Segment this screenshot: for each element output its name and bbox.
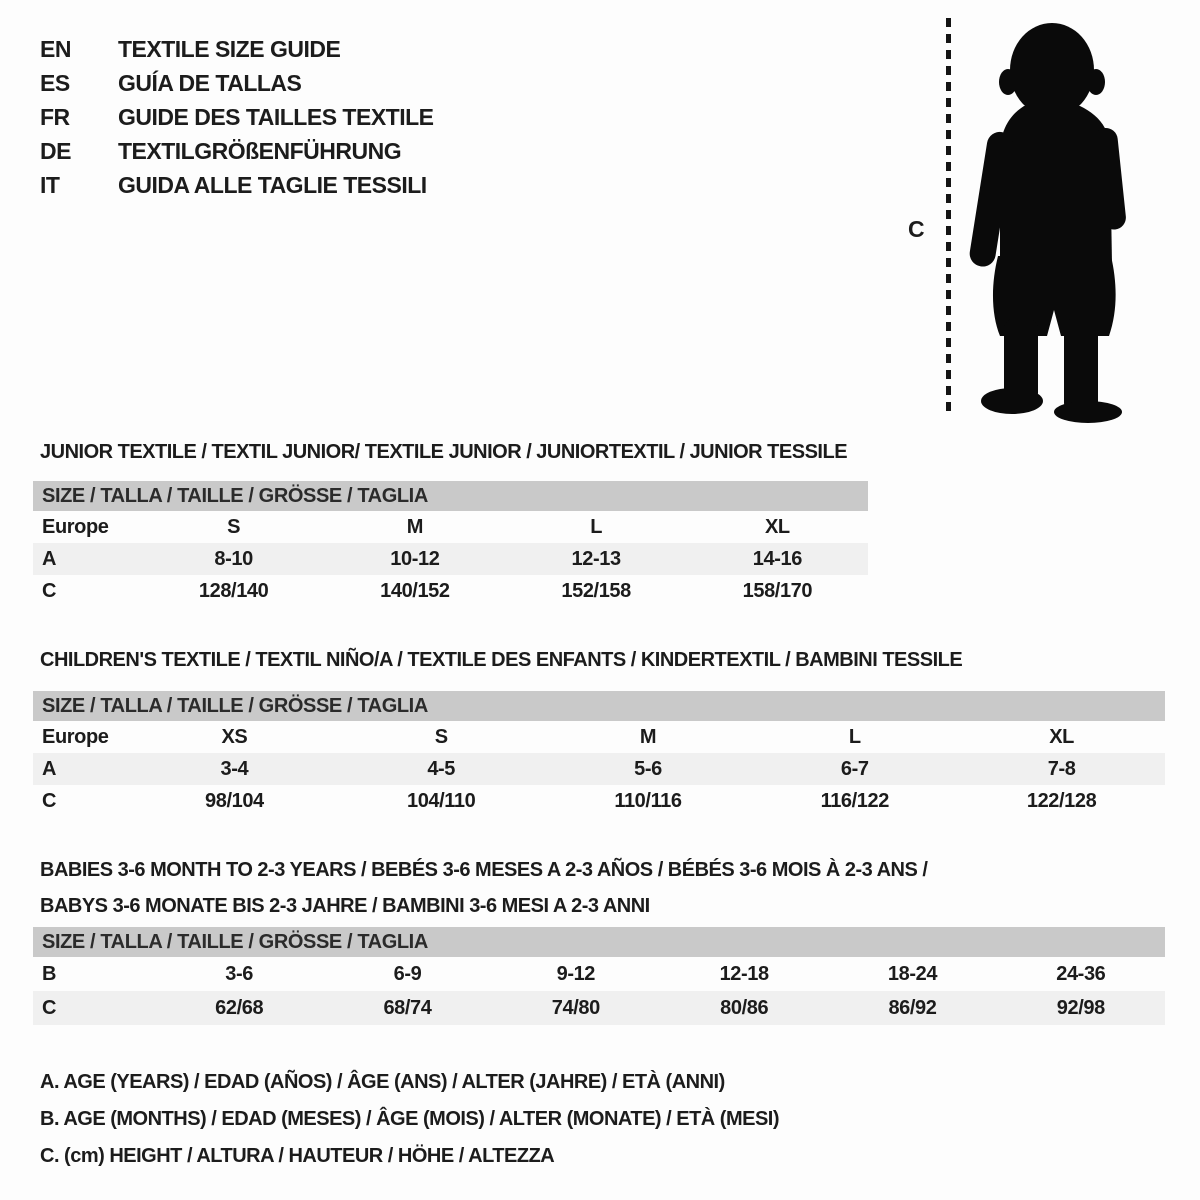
table-row-height bbox=[33, 575, 868, 607]
babies-title-line2: BABYS 3-6 MONATE BIS 2-3 JAHRE / BAMBINI 3-6 MESI A 2-3 ANNI bbox=[40, 895, 650, 917]
table-cell: M bbox=[639, 725, 657, 748]
table-cell: L bbox=[590, 515, 603, 538]
table-cell: 116/122 bbox=[820, 789, 889, 812]
row-label: Europe bbox=[42, 515, 109, 538]
row-label: C bbox=[42, 996, 57, 1019]
guide-title-es: GUÍA DE TALLAS bbox=[118, 69, 302, 96]
height-measure-dashed-line bbox=[946, 18, 951, 416]
table-cell: 122/128 bbox=[1026, 789, 1097, 812]
legend-item-age-years: A. AGE (YEARS) / EDAD (AÑOS) / ÂGE (ANS) / ALTER (JAHRE) / ETÀ (ANNI) bbox=[40, 1071, 725, 1093]
table-cell: 24-36 bbox=[1056, 962, 1106, 985]
size-header-bar: SIZE / TALLA / TAILLE / GRÖSSE / TAGLIA bbox=[33, 481, 868, 511]
language-title-list bbox=[40, 32, 434, 202]
table-cell: 68/74 bbox=[383, 996, 432, 1019]
junior-section-title: JUNIOR TEXTILE / TEXTIL JUNIOR/ TEXTILE JUNIOR / JUNIORTEXTIL / JUNIOR TESSILE bbox=[40, 441, 848, 463]
guide-title-de: TEXTILGRÖßENFÜHRUNG bbox=[118, 137, 402, 164]
language-row-de bbox=[40, 134, 434, 168]
table-cell: 3-4 bbox=[220, 757, 249, 780]
table-cell: 12-13 bbox=[571, 547, 621, 570]
legend bbox=[40, 1064, 779, 1175]
table-cell: 4-5 bbox=[427, 757, 456, 780]
table-cell: 9-12 bbox=[556, 962, 596, 985]
table-row-age bbox=[33, 753, 1165, 785]
table-cell: 80/86 bbox=[720, 996, 769, 1019]
table-cell: 10-12 bbox=[390, 547, 440, 570]
babies-section-title bbox=[40, 852, 927, 924]
row-label: B bbox=[42, 962, 57, 985]
table-cell: 7-8 bbox=[1047, 757, 1076, 780]
children-section-title: CHILDREN'S TEXTILE / TEXTIL NIÑO/A / TEXTILE DES ENFANTS / KINDERTEXTIL / BAMBINI TESSILE bbox=[40, 649, 963, 671]
table-row-height bbox=[33, 991, 1165, 1025]
row-label: A bbox=[42, 757, 57, 780]
language-code: DE bbox=[40, 137, 71, 164]
toddler-silhouette-icon bbox=[962, 16, 1144, 424]
table-row-europe bbox=[33, 721, 1165, 753]
table-cell: 86/92 bbox=[888, 996, 937, 1019]
guide-title-fr: GUIDE DES TAILLES TEXTILE bbox=[118, 103, 434, 130]
legend-item-height: C. (cm) HEIGHT / ALTURA / HAUTEUR / HÖHE / ALTEZZA bbox=[40, 1145, 555, 1167]
language-code: ES bbox=[40, 69, 70, 96]
language-row-fr bbox=[40, 100, 434, 134]
table-cell: XL bbox=[1049, 725, 1074, 748]
table-cell: 158/170 bbox=[742, 579, 813, 602]
children-size-table bbox=[33, 691, 1165, 817]
table-cell: XS bbox=[221, 725, 248, 748]
table-cell: 92/98 bbox=[1056, 996, 1105, 1019]
table-cell: S bbox=[434, 725, 448, 748]
language-code: IT bbox=[40, 171, 60, 198]
table-row-europe bbox=[33, 511, 868, 543]
table-cell: 6-7 bbox=[840, 757, 869, 780]
height-measure-label: C bbox=[908, 216, 925, 242]
language-code: EN bbox=[40, 35, 71, 62]
table-cell: 3-6 bbox=[225, 962, 254, 985]
row-label: C bbox=[42, 579, 57, 602]
language-row-en bbox=[40, 32, 434, 66]
table-cell: 104/110 bbox=[406, 789, 476, 812]
table-row-months bbox=[33, 957, 1165, 991]
table-cell: 128/140 bbox=[198, 579, 269, 602]
table-cell: 74/80 bbox=[551, 996, 600, 1019]
table-row-height bbox=[33, 785, 1165, 817]
table-cell: 12-18 bbox=[719, 962, 769, 985]
language-row-es bbox=[40, 66, 434, 100]
table-cell: 6-9 bbox=[393, 962, 422, 985]
row-label: C bbox=[42, 789, 57, 812]
table-cell: 62/68 bbox=[215, 996, 264, 1019]
table-cell: 140/152 bbox=[380, 579, 450, 602]
table-cell: XL bbox=[764, 515, 790, 538]
language-row-it bbox=[40, 168, 434, 202]
table-row-age bbox=[33, 543, 868, 575]
row-label: A bbox=[42, 547, 57, 570]
row-label: Europe bbox=[42, 725, 109, 748]
table-cell: 98/104 bbox=[205, 789, 264, 812]
size-header-bar: SIZE / TALLA / TAILLE / GRÖSSE / TAGLIA bbox=[33, 927, 1165, 957]
language-code: FR bbox=[40, 103, 70, 130]
junior-size-table bbox=[33, 481, 868, 607]
table-cell: 152/158 bbox=[561, 579, 631, 602]
table-cell: 18-24 bbox=[887, 962, 938, 985]
table-cell: M bbox=[406, 515, 423, 538]
table-cell: S bbox=[227, 515, 241, 538]
size-header-bar: SIZE / TALLA / TAILLE / GRÖSSE / TAGLIA bbox=[33, 691, 1165, 721]
table-cell: L bbox=[848, 725, 861, 748]
table-cell: 5-6 bbox=[634, 757, 662, 780]
table-cell: 8-10 bbox=[214, 547, 253, 570]
babies-size-table bbox=[33, 927, 1165, 1025]
babies-title-line1: BABIES 3-6 MONTH TO 2-3 YEARS / BEBÉS 3-6 MESES A 2-3 AÑOS / BÉBÉS 3-6 MOIS À 2-3 ANS / bbox=[40, 859, 928, 881]
table-cell: 14-16 bbox=[752, 547, 802, 570]
guide-title-it: GUIDA ALLE TAGLIE TESSILI bbox=[118, 171, 427, 198]
legend-item-age-months: B. AGE (MONTHS) / EDAD (MESES) / ÂGE (MOIS) / ALTER (MONATE) / ETÀ (MESI) bbox=[40, 1108, 780, 1130]
guide-title-en: TEXTILE SIZE GUIDE bbox=[118, 35, 341, 62]
table-cell: 110/116 bbox=[614, 789, 682, 812]
